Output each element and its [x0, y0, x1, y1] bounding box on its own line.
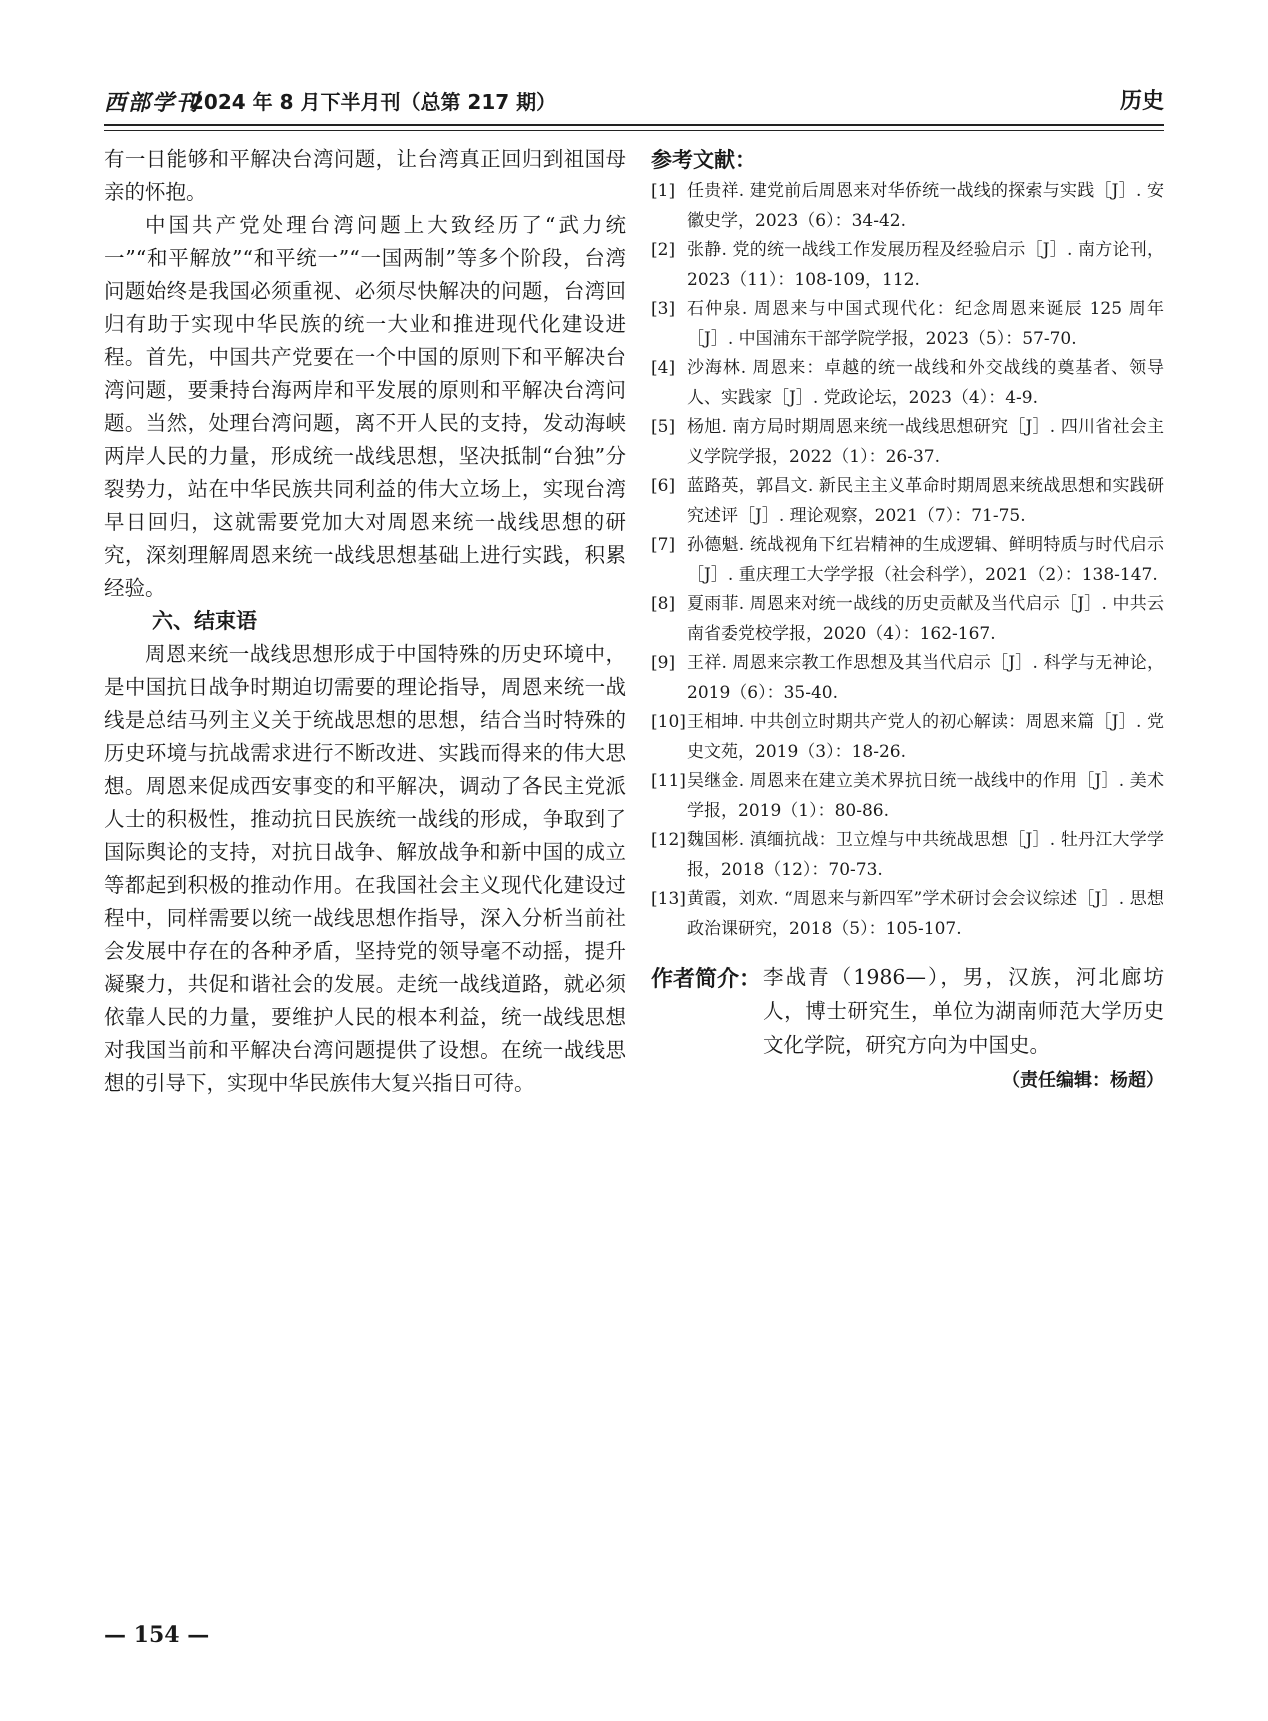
- section-label: 历史: [1119, 89, 1164, 114]
- reference-item: [651, 413, 1164, 472]
- reference-item: [651, 177, 1164, 236]
- responsible-editor: （责任编辑：杨超）: [1002, 1070, 1164, 1091]
- reference-number: [10]: [651, 712, 686, 732]
- reference-text: 吴继金. 周恩来在建立美术界抗日统一战线中的作用［J］. 美术学报，2019（1）：80-86.: [687, 771, 1164, 821]
- left-column: [104, 143, 626, 1100]
- reference-number: [13]: [651, 889, 686, 909]
- author-bio-text: 李战青（1986—），男，汉族，河北廊坊人，博士研究生，单位为湖南师范大学历史文化学院，研究方向为中国史。: [763, 965, 1164, 1057]
- reference-text: 夏雨菲. 周恩来对统一战线的历史贡献及当代启示［J］. 中共云南省委党校学报，2020（4）：162-167.: [687, 594, 1164, 644]
- author-bio-label: 作者简介：: [651, 967, 762, 992]
- reference-item: [651, 354, 1164, 413]
- reference-number: [4]: [651, 358, 676, 378]
- reference-text: 孙德魁. 统战视角下红岩精神的生成逻辑、鲜明特质与时代启示［J］. 重庆理工大学学报（社会科学），2021（2）：138-147.: [687, 535, 1164, 585]
- references-title: 参考文献：: [651, 148, 756, 172]
- reference-item: [651, 826, 1164, 885]
- reference-number: [11]: [651, 771, 686, 791]
- header-rule-thick: [104, 124, 1164, 126]
- body-paragraph: 中国共产党处理台湾问题上大致经历了“武力统一”“和平解放”“和平统一”“一国两制”等多个阶段，台湾问题始终是我国必须重视、必须尽快解决的问题，台湾回归有助于实现中华民族的统一大业和推进现代化建设进程。首先，中国共产党要在一个中国的原则下和平解决台湾问题，要秉持台海两岸和平发展的原则和平解决台湾问题。当然，处理台湾问题，离不开人民的支持，发动海峡两岸人民的力量，形成统一战线思想，坚决抵制“台独”分裂势力，站在中华民族共同利益的伟大立场上，实现台湾早日回归，这就需要党加大对周恩来统一战线思想的研究，深刻理解周恩来统一战线思想基础上进行实践，积累经验。: [104, 213, 626, 600]
- reference-item: [651, 295, 1164, 354]
- issue-info: 2024 年 8 月下半月刊（总第 217 期）: [190, 90, 557, 114]
- reference-text: 石仲泉. 周恩来与中国式现代化：纪念周恩来诞辰 125 周年［J］. 中国浦东干部学院学报，2023（5）：57-70.: [687, 299, 1164, 349]
- reference-number: [1]: [651, 181, 676, 201]
- reference-number: [9]: [651, 653, 676, 673]
- reference-text: 王相坤. 中共创立时期共产党人的初心解读：周恩来篇［J］. 党史文苑，2019（3）：18-26.: [687, 712, 1164, 762]
- journal-logo: 西部学刊: [104, 90, 201, 116]
- reference-text: 沙海林. 周恩来：卓越的统一战线和外交战线的奠基者、领导人、实践家［J］. 党政论坛，2023（4）：4-9.: [687, 358, 1164, 408]
- reference-item: [651, 649, 1164, 708]
- reference-text: 任贵祥. 建党前后周恩来对华侨统一战线的探索与实践［J］. 安徽史学，2023（6）：34-42.: [687, 181, 1164, 231]
- reference-list: [651, 177, 1164, 944]
- reference-text: 魏国彬. 滇缅抗战：卫立煌与中共统战思想［J］. 牡丹江大学学报，2018（12）：70-73.: [687, 830, 1164, 880]
- reference-text: 张静. 党的统一战线工作发展历程及经验启示［J］. 南方论刊，2023（11）：108-109，112.: [687, 240, 1164, 290]
- page-header: [104, 82, 1164, 122]
- reference-item: [651, 590, 1164, 649]
- reference-item: [651, 708, 1164, 767]
- reference-number: [6]: [651, 476, 676, 496]
- reference-item: [651, 531, 1164, 590]
- reference-text: 王祥. 周恩来宗教工作思想及其当代启示［J］. 科学与无神论，2019（6）：35-40.: [687, 653, 1164, 703]
- body-paragraph: 周恩来统一战线思想形成于中国特殊的历史环境中，是中国抗日战争时期迫切需要的理论指导，周恩来统一战线是总结马列主义关于统战思想的思想，结合当时特殊的历史环境与抗战需求进行不断改进、实践而得来的伟大思想。周恩来促成西安事变的和平解决，调动了各民主党派人士的积极性，推动抗日民族统一战线的形成，争取到了国际舆论的支持，对抗日战争、解放战争和新中国的成立等都起到积极的推动作用。在我国社会主义现代化建设过程中，同样需要以统一战线思想作指导，深入分析当前社会发展中存在的各种矛盾，坚持党的领导毫不动摇，提升凝聚力，共促和谐社会的发展。走统一战线道路，就必须依靠人民的力量，要维护人民的根本利益，统一战线思想对我国当前和平解决台湾问题提供了设想。在统一战线思想的引导下，实现中华民族伟大复兴指日可待。: [104, 642, 626, 1095]
- section-heading: 六、结束语: [152, 609, 257, 633]
- body-paragraph: 有一日能够和平解决台湾问题，让台湾真正回归到祖国母亲的怀抱。: [104, 147, 626, 204]
- reference-number: [8]: [651, 594, 676, 614]
- reference-number: [5]: [651, 417, 676, 437]
- header-rule-thin: [104, 130, 1164, 131]
- reference-number: [2]: [651, 240, 676, 260]
- reference-item: [651, 472, 1164, 531]
- reference-text: 杨旭. 南方局时期周恩来统一战线思想研究［J］. 四川省社会主义学院学报，2022（1）：26-37.: [687, 417, 1164, 467]
- right-column: [651, 143, 1164, 1092]
- reference-text: 蓝路英，郭昌文. 新民主主义革命时期周恩来统战思想和实践研究述评［J］. 理论观察，2021（7）：71-75.: [687, 476, 1164, 526]
- reference-number: [12]: [651, 830, 686, 850]
- reference-text: 黄霞，刘欢. “周恩来与新四军”学术研讨会会议综述［J］. 思想政治课研究，2018（5）：105-107.: [687, 889, 1164, 939]
- reference-item: [651, 767, 1164, 826]
- reference-item: [651, 236, 1164, 295]
- page-number: — 154 —: [104, 1622, 210, 1648]
- reference-number: [7]: [651, 535, 676, 555]
- reference-item: [651, 885, 1164, 944]
- author-bio: [651, 960, 1164, 1062]
- reference-number: [3]: [651, 299, 676, 319]
